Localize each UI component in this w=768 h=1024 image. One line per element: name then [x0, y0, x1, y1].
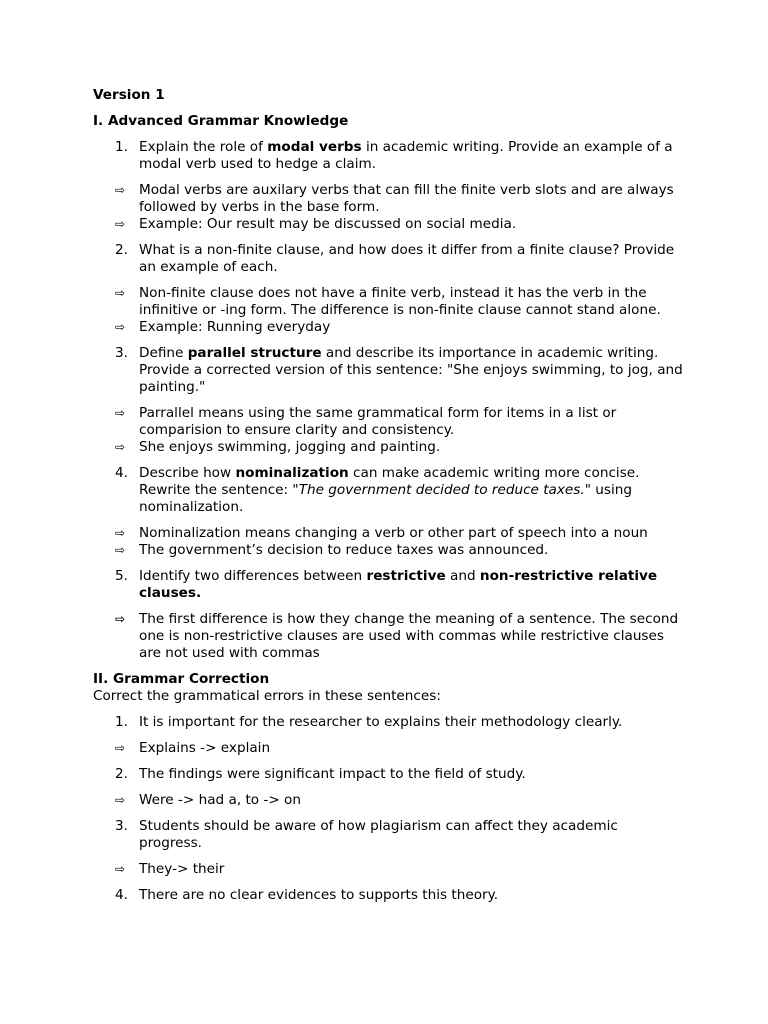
question-text: Identify two differences between restrictive and non-restrictive relative clauses.: [139, 568, 658, 601]
arrow-right-icon: ⇨: [115, 217, 126, 231]
arrow-right-icon: ⇨: [115, 526, 126, 540]
arrow-right-icon: ⇨: [115, 320, 126, 334]
question-2: [93, 242, 683, 276]
answer-item: [93, 439, 683, 456]
answer-item: [93, 542, 683, 559]
question-text: Explain the role of modal verbs in academic writing. Provide an example of a modal verb used to hedge a claim.: [139, 139, 673, 172]
answer-text: Explains -> explain: [139, 740, 271, 756]
arrow-right-icon: ⇨: [115, 406, 126, 420]
answer-text: She enjoys swimming, jogging and painting.: [139, 439, 441, 455]
question-1: [93, 139, 683, 173]
question-text: What is a non-finite clause, and how does it differ from a finite clause? Provide an example of each.: [139, 242, 675, 275]
correction-number: 1.: [115, 714, 128, 730]
correction-sentence: There are no clear evidences to supports this theory.: [139, 887, 499, 903]
answer-item: [93, 285, 683, 319]
question-number: 3.: [115, 345, 128, 361]
answer-text: Example: Running everyday: [139, 319, 331, 335]
question-4: [93, 465, 683, 516]
correction-item-3: [93, 818, 683, 852]
answer-text: Were -> had a, to -> on: [139, 792, 301, 808]
question-number: 5.: [115, 568, 128, 584]
correction-item-4: [93, 887, 683, 904]
correction-number: 4.: [115, 887, 128, 903]
question-number: 2.: [115, 242, 128, 258]
arrow-right-icon: ⇨: [115, 741, 126, 755]
section2-title: II. Grammar Correction: [93, 671, 270, 687]
section1-title: I. Advanced Grammar Knowledge: [93, 113, 349, 129]
answer-item: [93, 525, 683, 542]
correction-number: 3.: [115, 818, 128, 834]
arrow-right-icon: ⇨: [115, 793, 126, 807]
answer-item: [93, 216, 683, 233]
answer-text: Nominalization means changing a verb or other part of speech into a noun: [139, 525, 648, 541]
question-text: Describe how nominalization can make academic writing more concise. Rewrite the sentence: "The government decided to reduce taxes." using nominalization.: [139, 465, 640, 515]
question-3: [93, 345, 683, 396]
arrow-right-icon: ⇨: [115, 440, 126, 454]
answer-text: The government’s decision to reduce taxes was announced.: [139, 542, 549, 558]
answer-text: Modal verbs are auxilary verbs that can fill the finite verb slots and are always followed by verbs in the base form.: [139, 182, 674, 215]
answer-item: [93, 405, 683, 439]
correction-item-1: [93, 714, 683, 731]
correction-answer: [93, 861, 683, 878]
question-number: 4.: [115, 465, 128, 481]
answer-text: They-> their: [139, 861, 225, 877]
section2-intro: Correct the grammatical errors in these sentences:: [93, 688, 441, 704]
arrow-right-icon: ⇨: [115, 862, 126, 876]
answer-text: Parrallel means using the same grammatical form for items in a list or comparision to ensure clarity and consistency.: [139, 405, 617, 438]
arrow-right-icon: ⇨: [115, 543, 126, 557]
answer-item: [93, 319, 683, 336]
question-number: 1.: [115, 139, 128, 155]
document-page: [93, 87, 683, 904]
answer-text: Example: Our result may be discussed on social media.: [139, 216, 517, 232]
answer-text: The first difference is how they change the meaning of a sentence. The second one is non-restrictive clauses are used with commas while restrictive clauses are not used with commas: [139, 611, 679, 661]
correction-answer: [93, 792, 683, 809]
arrow-right-icon: ⇨: [115, 612, 126, 626]
correction-sentence: The findings were significant impact to the field of study.: [139, 766, 526, 782]
question-5: [93, 568, 683, 602]
answer-text: Non-finite clause does not have a finite verb, instead it has the verb in the infinitive or -ing form. The difference is non-finite clause cannot stand alone.: [139, 285, 661, 318]
correction-sentence: It is important for the researcher to explains their methodology clearly.: [139, 714, 623, 730]
version-title: Version 1: [93, 87, 165, 103]
correction-item-2: [93, 766, 683, 783]
arrow-right-icon: ⇨: [115, 183, 126, 197]
answer-item: [93, 611, 683, 662]
correction-answer: [93, 740, 683, 757]
correction-sentence: Students should be aware of how plagiarism can affect they academic progress.: [139, 818, 618, 851]
correction-number: 2.: [115, 766, 128, 782]
question-text: Define parallel structure and describe its importance in academic writing. Provide a corrected version of this sentence: "She enjoys swimming, to jog, and painting.": [139, 345, 683, 395]
answer-item: [93, 182, 683, 216]
arrow-right-icon: ⇨: [115, 286, 126, 300]
